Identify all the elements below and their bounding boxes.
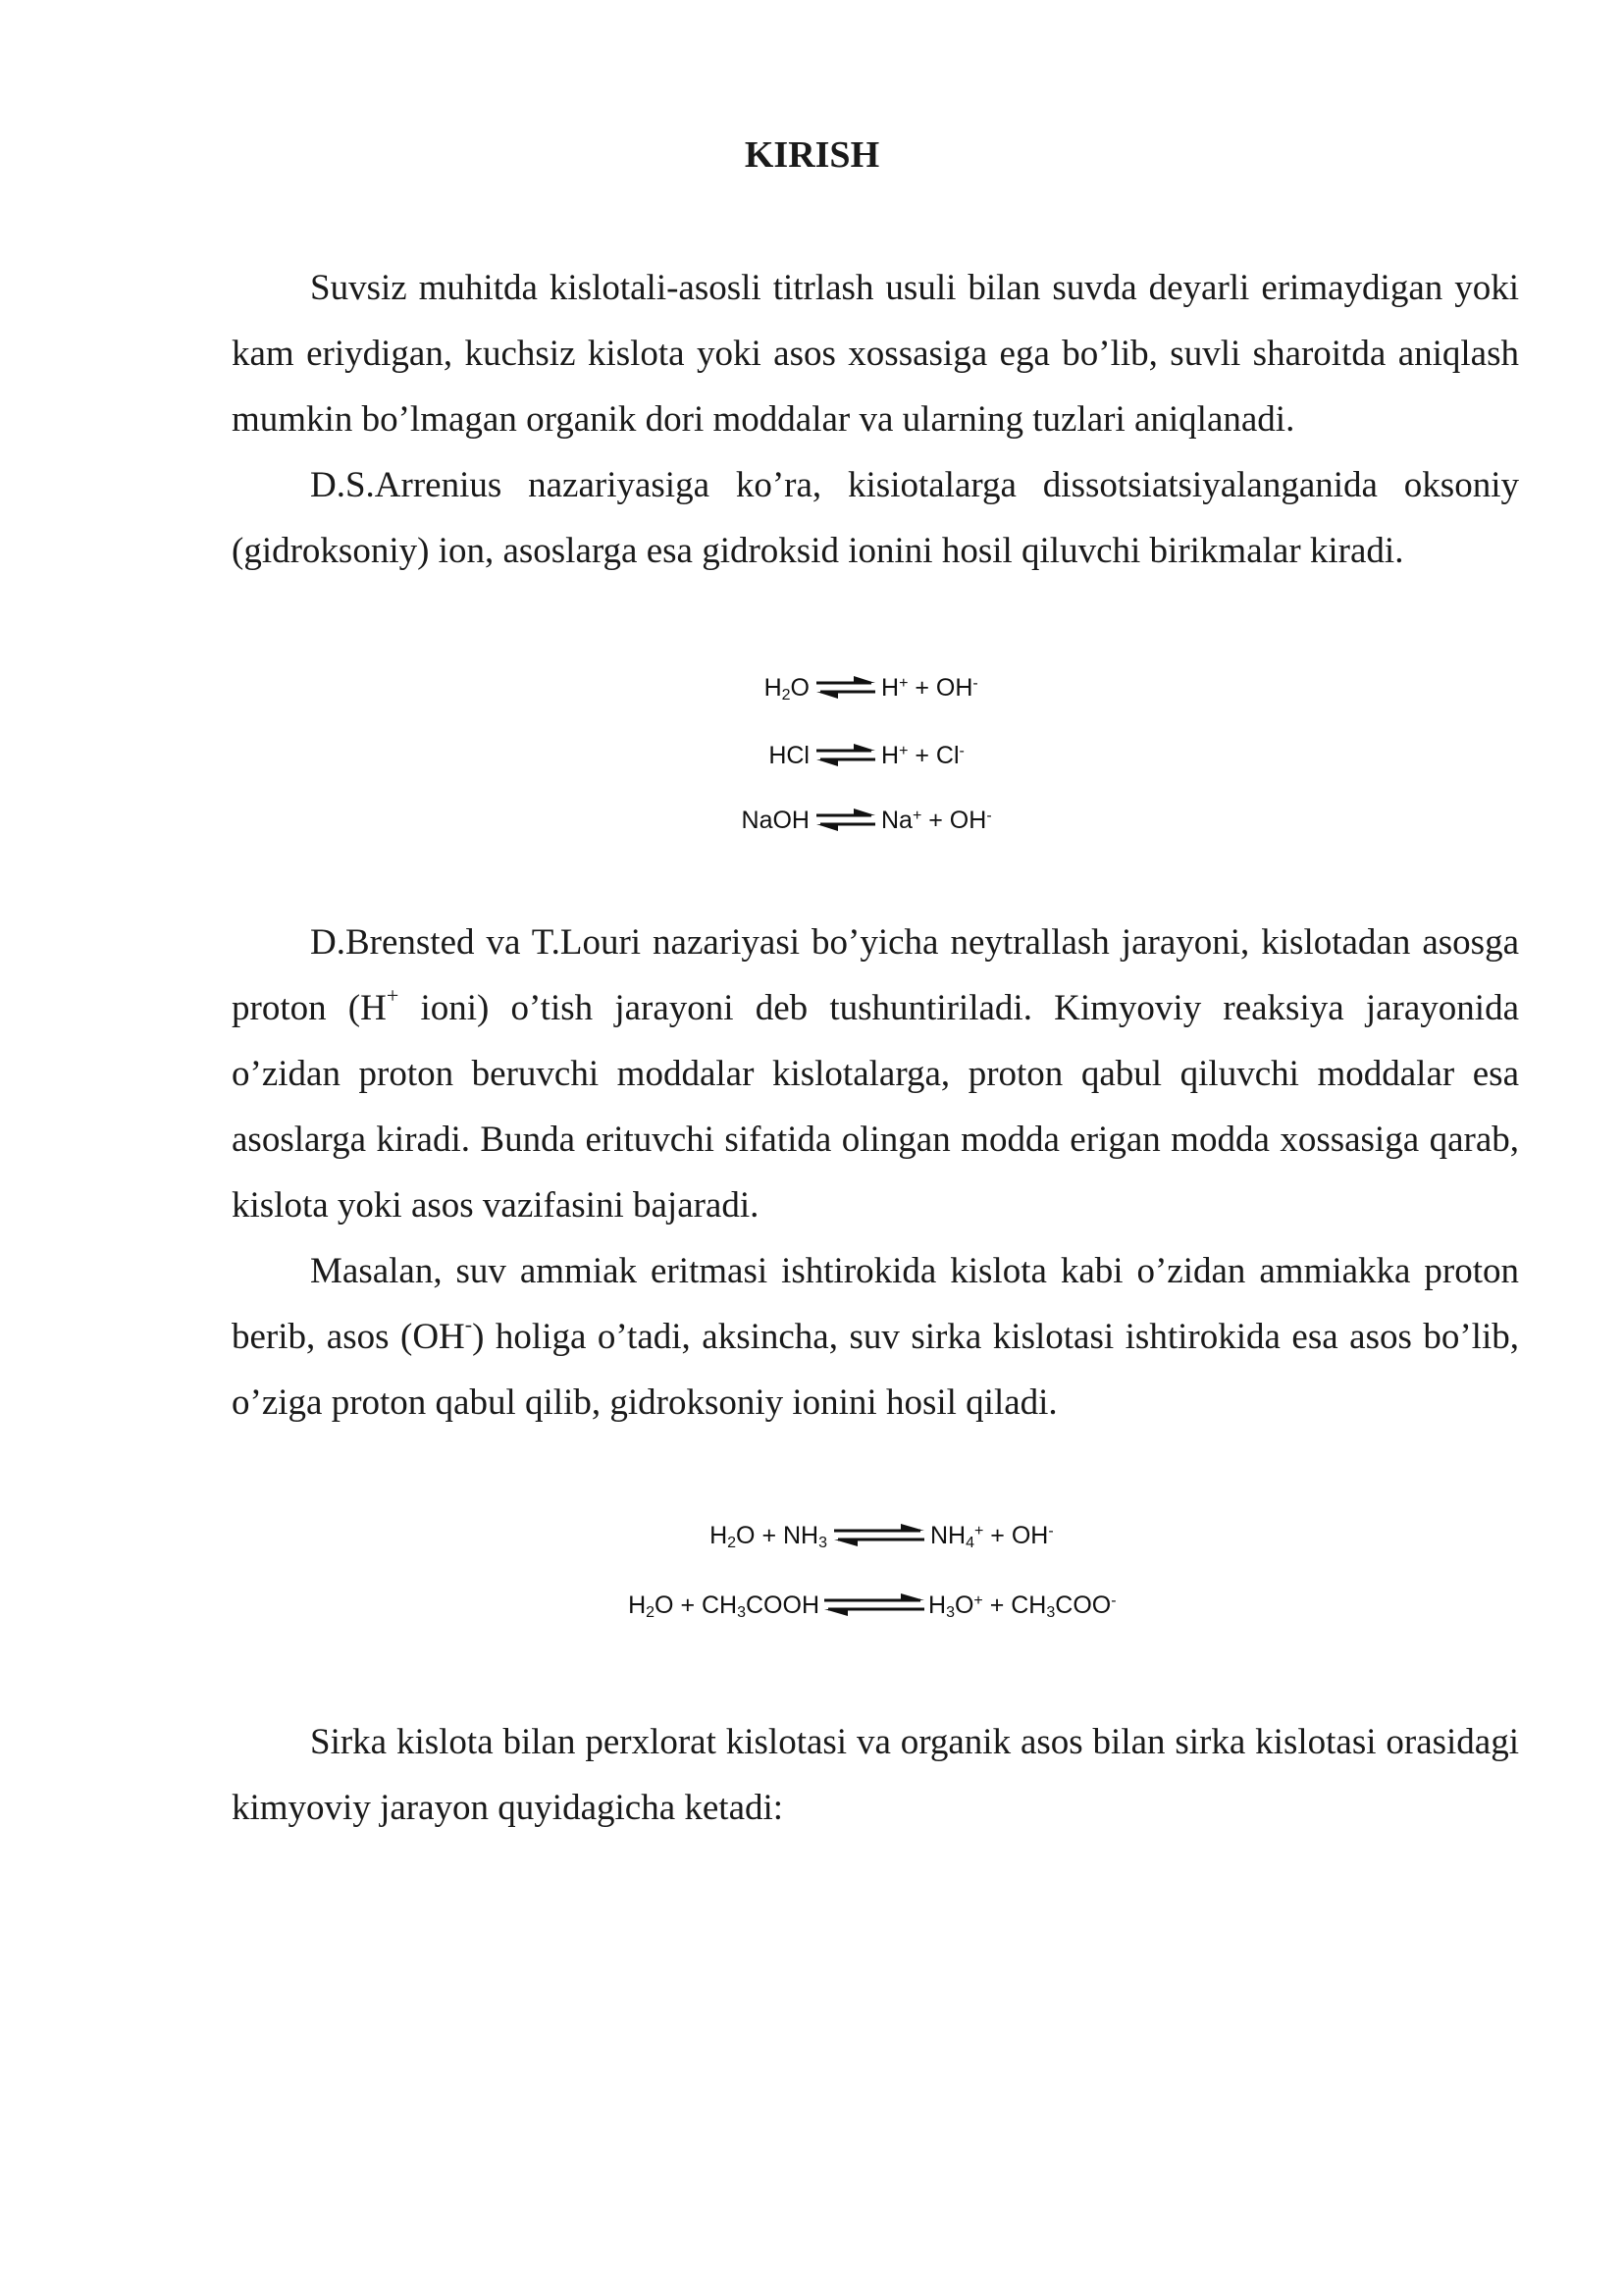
equilibrium-arrow-icon [822,1590,926,1621]
equation-left: $H_2O$ [763,674,810,704]
equation-left: $H_2O$ + $CH_3COOH$ [628,1592,819,1621]
equilibrium-arrow-icon [814,672,877,704]
paragraph-3-part-b: ioni) o’tish jarayoni deb tushuntiriladi. Kimyoviy reaksiya jarayonida o’zidan proton beruvchi moddalar kislotalarga, proton qabul qiluvchi moddalar esa asoslarga kiradi. Bunda erituvchi sifatida olingan modda erigan modda xossasiga qarab, kislota yoki asos vazifasini bajaradi. [232,988,1519,1226]
equation-hcl-dissociation [0,733,1624,778]
equation-right: $H_3O^+ + CH_3COO^-$ [928,1592,1117,1621]
paragraph-5: Sirka kislota bilan perxlorat kislotasi va organik asos bilan sirka kislotasi orasidagi kimyoviy jarayon quyidagicha ketadi: [232,1722,1519,1828]
equilibrium-arrow-icon [814,805,877,836]
paragraph-4-part-b: ) holiga o’tadi, aksincha, suv sirka kislotasi ishtirokida esa asos bo’lib, o’ziga proton qabul qilib, gidroksoniy ionini hosil qiladi. [232,1317,1519,1423]
equation-water-acetic-acid [0,1583,1624,1628]
equation-right: H+ + OH- [881,674,978,702]
equation-left: $H_2O + NH_3$ [709,1522,827,1551]
page-title: KIRISH [744,134,880,176]
paragraph-4 [232,1238,1519,1435]
equation-right: H+ + Cl- [881,742,965,769]
paragraph-3-part-a: D.Brensted va T.Louri nazariyasi bo’yicha neytrallash jarayoni, kislotadan asosga proton (H [232,922,1519,1028]
paragraph-4-part-a: Masalan, suv ammiak eritmasi ishtirokida kislota kabi o’zidan ammiakka proton berib, asos (OH [232,1251,1519,1357]
equation-right: $NH_4^+ + OH^-$ [930,1522,1054,1551]
paragraph-3 [232,910,1519,1238]
equation-water-ammonia [0,1513,1624,1558]
superscript-plus: + [386,982,399,1008]
paragraph-1: Suvsiz muhitda kislotali-asosli titrlash usuli bilan suvda deyarli erimaydigan yoki kam eriydigan, kuchsiz kislota yoki asos xossasiga ega bo’lib, suvli sharoitda aniqlash mumkin bo’lmagan organik dori moddalar va ularning tuzlari aniqlanadi. [232,268,1519,440]
equation-water-dissociation [0,665,1624,710]
equilibrium-arrow-icon [832,1520,926,1551]
paragraph-2: D.S.Arrenius nazariyasiga ko’ra, kisiotalarga dissotsiatsiyalanganida oksoniy (gidroksoniy) ion, asoslarga esa gidroksid ionini hosil qiluvchi birikmalar kiradi. [232,465,1519,571]
superscript-minus: - [464,1311,473,1336]
equation-left: NaOH [741,807,810,834]
equation-naoh-dissociation [0,798,1624,843]
equation-right: Na+ + OH- [881,807,992,834]
equation-left: HCl [768,742,810,769]
equilibrium-arrow-icon [814,740,877,771]
